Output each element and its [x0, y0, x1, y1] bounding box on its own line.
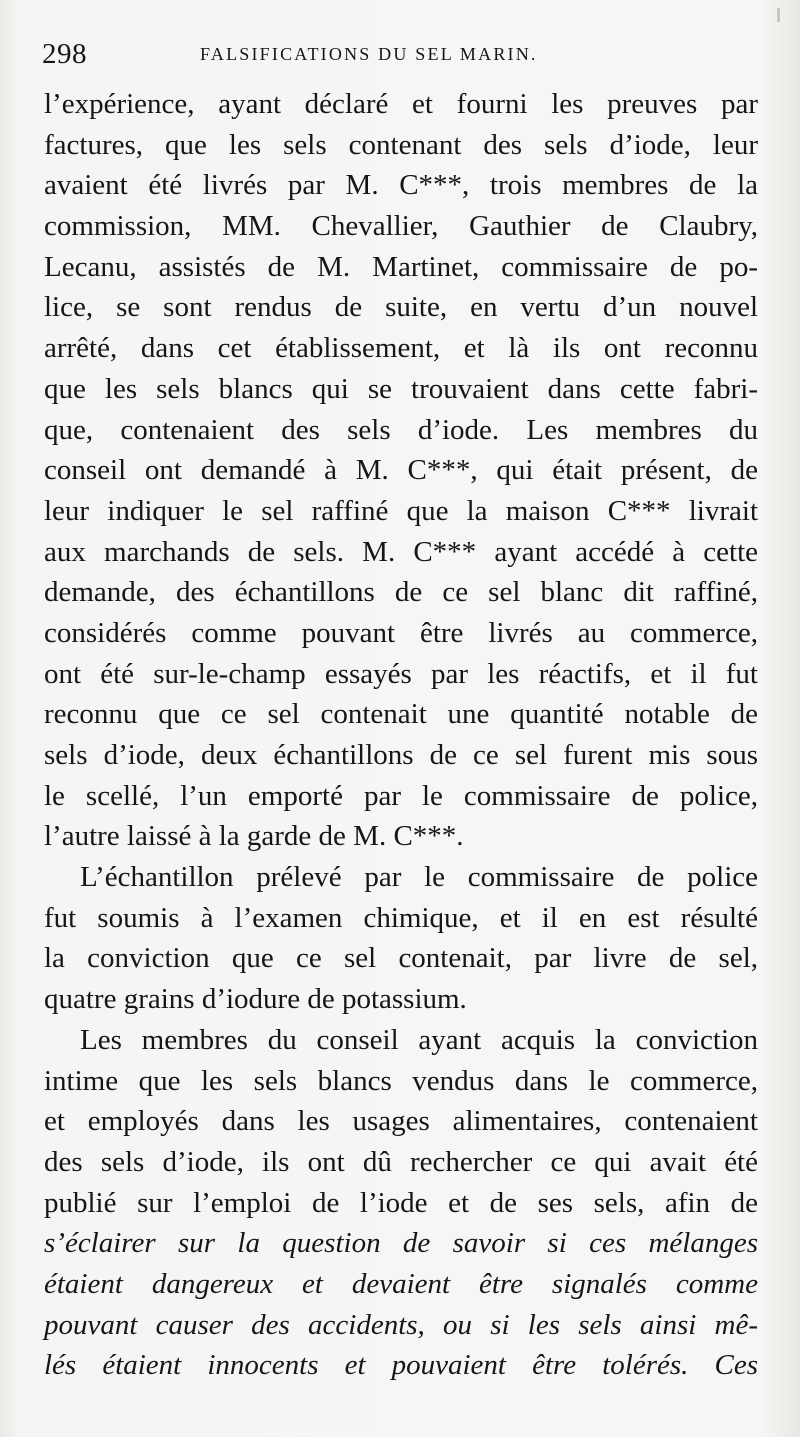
page-number: 298: [42, 38, 87, 70]
text-line: publié sur l’emploi de l’iode et de ses sels, afin de: [44, 1186, 758, 1219]
running-head: FALSIFICATIONS DU SEL MARIN.: [200, 44, 538, 64]
text-line: des sels d’iode, ils ont dû rechercher ce qui avait été: [44, 1145, 758, 1178]
paragraph-last-line: quatre grains d’iodure de potassium.: [44, 983, 467, 1016]
page-header: [42, 36, 762, 78]
text-line: fut soumis à l’examen chimique, et il en est résulté: [44, 901, 758, 934]
italic-text-line: pouvant causer des accidents, ou si les sels ainsi mê-: [44, 1308, 758, 1341]
italic-text-line: étaient dangereux et devaient être signalés comme: [44, 1267, 758, 1300]
paragraph-first-line: L’échantillon prélevé par le commissaire de police: [80, 861, 758, 894]
text-line: la conviction que ce sel contenait, par livre de sel,: [44, 942, 758, 975]
text-line: leur indiquer le sel raffiné que la maison C*** livrait: [44, 494, 758, 527]
text-line: factures, que les sels contenant des sels d’iode, leur: [44, 128, 758, 161]
text-line: demande, des échantillons de ce sel blanc dit raffiné,: [44, 576, 758, 609]
text-line: conseil ont demandé à M. C***, qui était présent, de: [44, 454, 758, 487]
text-line: sels d’iode, deux échantillons de ce sel furent mis sous: [44, 739, 758, 771]
text-line: considérés comme pouvant être livrés au commerce,: [44, 616, 758, 649]
body-text: [44, 84, 758, 1386]
text-line: lice, se sont rendus de suite, en vertu d’un nouvel: [44, 291, 758, 324]
text-line: intime que les sels blancs vendus dans le commerce,: [44, 1064, 758, 1097]
text-line: et employés dans les usages alimentaires, contenaient: [44, 1105, 758, 1138]
text-line: que, contenaient des sels d’iode. Les membres du: [44, 413, 758, 446]
text-line: avaient été livrés par M. C***, trois membres de la: [44, 169, 758, 202]
italic-text-line: lés étaient innocents et pouvaient être tolérés. Ces: [44, 1349, 758, 1382]
paragraph-last-line: l’autre laissé à la garde de M. C***.: [44, 820, 464, 853]
text-line: aux marchands de sels. M. C*** ayant accédé à cette: [44, 535, 758, 568]
text-line: arrêté, dans cet établissement, et là ils ont reconnu: [44, 332, 758, 365]
text-line: Lecanu, assistés de M. Martinet, commissaire de po-: [44, 250, 758, 283]
paragraph-first-line: Les membres du conseil ayant acquis la conviction: [80, 1023, 758, 1056]
text-line: reconnu que ce sel contenait une quantité notable de: [44, 698, 758, 731]
text-line: commission, MM. Chevallier, Gauthier de Claubry,: [44, 210, 758, 243]
text-line: ont été sur-le-champ essayés par les réactifs, et il fut: [44, 657, 758, 690]
text-line: le scellé, l’un emporté par le commissaire de police,: [44, 779, 758, 812]
italic-text-line: s’éclairer sur la question de savoir si ces mélanges: [44, 1227, 758, 1260]
text-line: que les sels blancs qui se trouvaient dans cette fabri-: [44, 372, 758, 405]
page-edge-mark: [777, 8, 780, 22]
text-line: l’expérience, ayant déclaré et fourni les preuves par: [44, 88, 758, 120]
